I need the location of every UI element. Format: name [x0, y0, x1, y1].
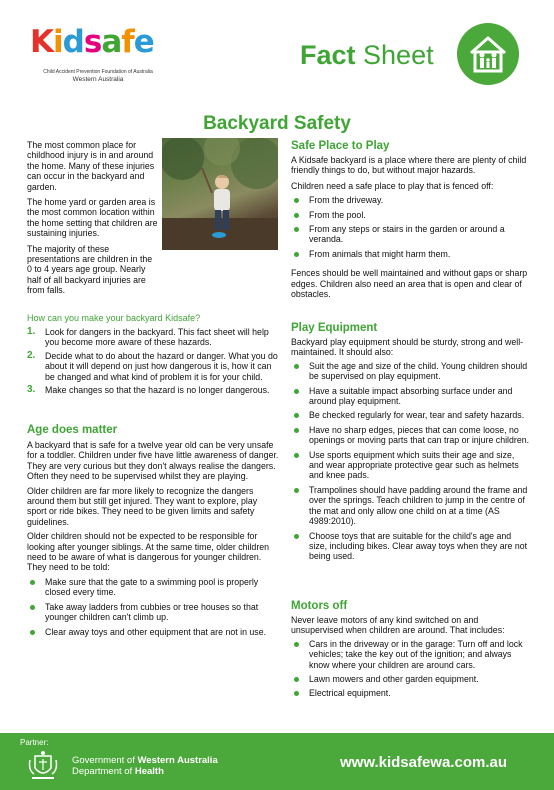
list-item: Use sports equipment which suits their age and size, and wear appropriate protective gear such as helmets and knee pads.	[291, 450, 531, 481]
child-in-garden-photo	[162, 138, 278, 250]
fact-sheet-label: Fact Sheet	[300, 40, 434, 70]
list-item: From the pool.	[291, 210, 531, 220]
play-paragraph-1: Backyard play equipment should be sturdy, strong and well-maintained. It should also:	[291, 337, 524, 358]
safe-place-heading: Safe Place to Play	[291, 140, 390, 152]
age-paragraph-3: Older children should not be expected to be responsible for looking after younger siblings. At the same time, older children need to be aware of what is dangerous for younger children. They need to be told:	[27, 531, 270, 573]
safe-bullet-list	[291, 195, 531, 259]
list-item: 3. Make changes so that the hazard is no longer dangerous.	[27, 384, 270, 396]
family-house-icon	[457, 23, 519, 85]
play-bullet-list	[291, 361, 531, 562]
logo-subtitle: Child Accident Prevention Foundation of Australia	[43, 69, 153, 75]
age-bullet-list	[27, 577, 279, 637]
how-question: How can you make your backyard Kidsafe?	[27, 313, 201, 323]
list-item: From any steps or stairs in the garden or around a veranda.	[291, 224, 531, 245]
list-item: Have a suitable impact absorbing surface under and around play equipment.	[291, 386, 531, 407]
list-item: 2. Decide what to do about the hazard or danger. What you do about it will depend on just how dangerous it is, how it can be changed and what kind of problem it is for your child.	[27, 349, 278, 382]
motors-off-heading: Motors off	[291, 600, 348, 612]
motors-bullet-list	[291, 639, 531, 699]
wa-government-crest-icon	[26, 750, 60, 782]
list-item: From the driveway.	[291, 195, 531, 205]
list-item: Have no sharp edges, pieces that can come loose, no openings or moving parts that can trap or injure children.	[291, 425, 531, 446]
list-item: Cars in the driveway or in the garage: Turn off and lock vehicles; take the key out of the ignition; and always know where your children are around cars.	[291, 639, 531, 670]
kidsafe-logo	[28, 22, 168, 82]
intro-paragraph-2: The home yard or garden area is the most common location within the home setting that children are sustaining injuries.	[27, 197, 158, 239]
list-item: Electrical equipment.	[291, 688, 531, 698]
age-heading: Age does matter	[27, 424, 118, 436]
logo-region: Western Australia	[72, 76, 124, 83]
list-item: Choose toys that are suitable for the child's age and size, including bikes. Clear away toys when they are not being used.	[291, 531, 531, 562]
list-item: Lawn mowers and other garden equipment.	[291, 674, 531, 684]
list-item: Suit the age and size of the child. Young children should be supervised on play equipment.	[291, 361, 531, 382]
list-item: Be checked regularly for wear, tear and safety hazards.	[291, 410, 531, 420]
partner-label: Partner:	[20, 738, 49, 747]
list-item: 1. Look for dangers in the backyard. This fact sheet will help you become more aware of these hazards.	[27, 326, 269, 348]
website-link[interactable]: www.kidsafewa.com.au	[340, 754, 507, 771]
safe-paragraph-1: A Kidsafe backyard is a place where there are plenty of child friendly things to do, but without major hazards.	[291, 155, 527, 176]
safe-paragraph-2: Children need a safe place to play that is fenced off:	[291, 180, 494, 191]
government-line-2: Department of Health	[72, 766, 164, 777]
list-item: Make sure that the gate to a swimming pool is properly closed every time.	[27, 577, 279, 598]
intro-paragraph-1: The most common place for childhood injury is in and around the home. Many of these injuries can occur in the backyard and garden.	[27, 140, 155, 192]
list-item: Take away ladders from cubbies or tree houses so that younger children can't climb up.	[27, 602, 279, 623]
age-paragraph-2: Older children are far more likely to recognize the dangers around them but still get injured. They want to explore, play sport or ride bikes. They need to be given limits and safety guidelines.	[27, 485, 258, 527]
logo-wordmark: Kidsafe	[30, 24, 154, 60]
safe-paragraph-3: Fences should be well maintained and without gaps or sharp edges. Children also need an area that is open and clear of obstacles.	[291, 268, 528, 300]
intro-paragraph-3: The majority of these presentations are children in the 0 to 4 years age group. Nearly half of all backyard injuries are from falls.	[27, 243, 153, 296]
steps-list	[27, 327, 279, 395]
motors-paragraph-1: Never leave motors of any kind switched on and unsupervised when children are around. That includes:	[291, 615, 505, 636]
page-title: Backyard Safety	[203, 113, 351, 134]
government-line-1: Government of Western Australia	[72, 755, 218, 766]
list-item: From animals that might harm them.	[291, 249, 531, 259]
list-item: Clear away toys and other equipment that are not in use.	[27, 627, 279, 637]
play-equipment-heading: Play Equipment	[291, 322, 378, 334]
age-paragraph-1: A backyard that is safe for a twelve year old can be very unsafe for a toddler. Children under five have little awareness of danger. They are very curious but they don't always realise the dangers. Often they need to be supervised whilst they are playing.	[27, 440, 279, 482]
list-item: Trampolines should have padding around the frame and over the springs. Teach children to jump in the centre of the mat and only allow one child on at a time (AS 4989:2010).	[291, 485, 531, 527]
